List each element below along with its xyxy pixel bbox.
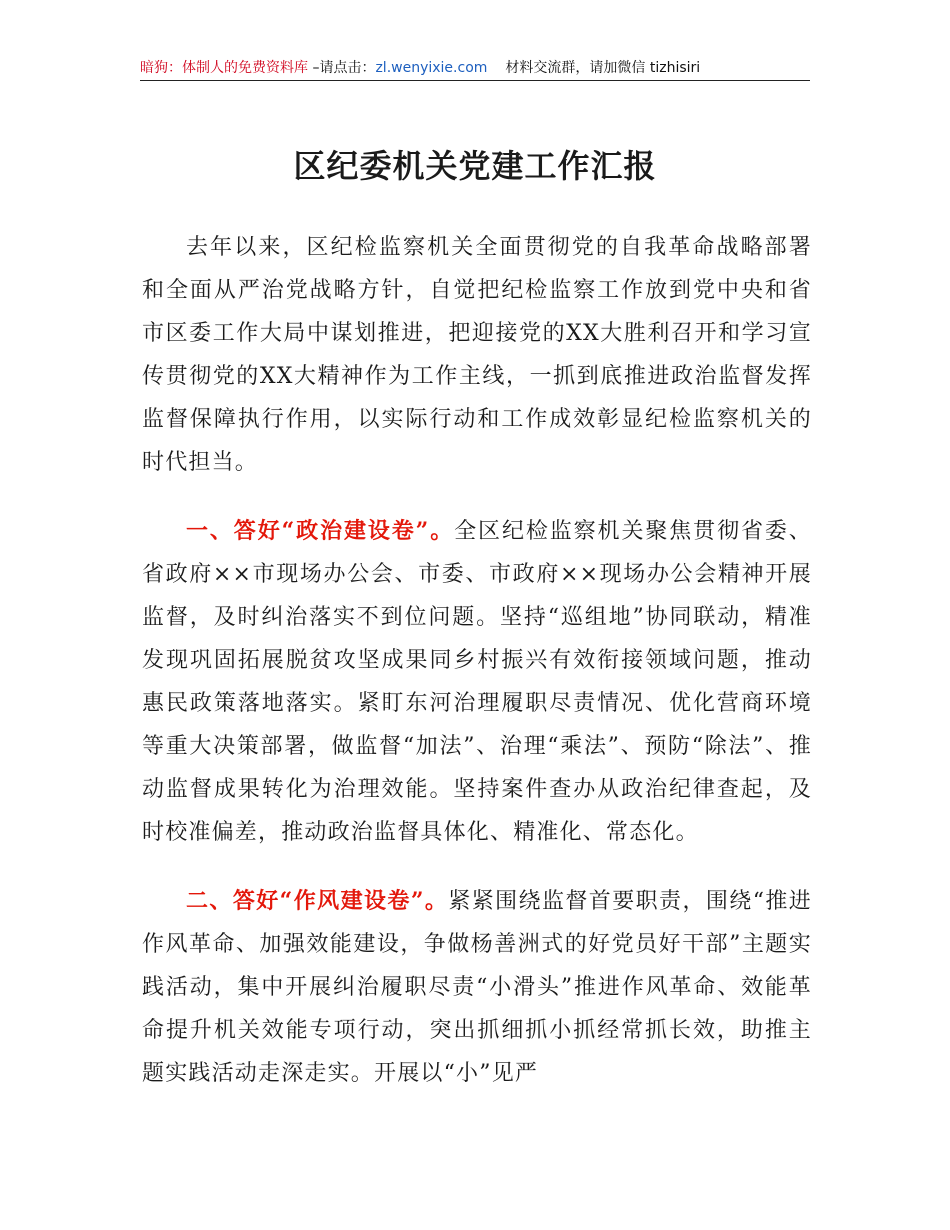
section-heading: 一、答好“政治建设卷”。 [186,518,455,544]
paragraph-work-style-construction [142,880,812,1095]
paragraph-intro [142,226,812,484]
header-contact: 材料交流群，请加微信 tizhisiri [505,60,701,76]
paragraph-political-construction [142,510,812,854]
header-brand: 暗狗：体制人的免费资料库 [140,60,308,76]
header-prompt: –请点击： [308,60,376,76]
document-title: 区纪委机关党建工作汇报 [293,147,657,185]
paragraph-text: 去年以来，区纪检监察机关全面贯彻党的自我革命战略部署和全面从严治党战略方针，自觉把纪检监察工作放到党中央和省市区委工作大局中谋划推进，把迎接党的XX大胜利召开和学习宣传贯彻党的XX大精神作为工作主线，一抓到底推进政治监督发挥监督保障执行作用，以实际行动和工作成效彰显纪检监察机关的时代担当。 [142,235,812,475]
section-heading: 二、答好“作风建设卷”。 [186,888,449,914]
paragraph-text: 紧紧围绕监督首要职责，围绕“推进作风革命、加强效能建设，争做杨善洲式的好党员好干部”主题实践活动，集中开展纠治履职尽责“小滑头”推进作风革命、效能革命提升机关效能专项行动，突出抓细抓小抓经常抓长效，助推主题实践活动走深走实。开展以“小”见严 [142,889,812,1086]
page-header [140,58,810,81]
header-url-link[interactable]: zl.wenyixie.com [375,60,488,76]
paragraph-text: 全区纪检监察机关聚焦贯彻省委、省政府××市现场办公会、市委、市政府××现场办公会精神开展监督，及时纠治落实不到位问题。坚持“巡组地”协同联动，精准发现巩固拓展脱贫攻坚成果同乡村振兴有效衔接领域问题，推动惠民政策落地落实。紧盯东河治理履职尽责情况、优化营商环境等重大决策部署，做监督“加法”、治理“乘法”、预防“除法”、推动监督成果转化为治理效能。坚持案件查办从政治纪律查起，及时校准偏差，推动政治监督具体化、精准化、常态化。 [142,519,812,845]
document-body [142,226,812,1121]
